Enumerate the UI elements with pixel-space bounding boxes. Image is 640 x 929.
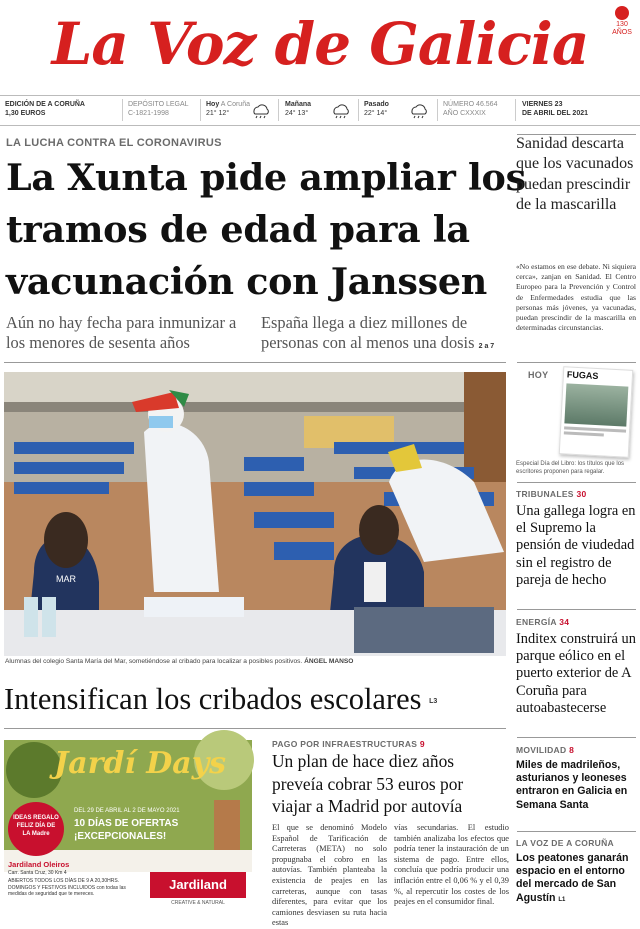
- issue-year: AÑO CXXXIX: [443, 110, 486, 117]
- anniversary-text: 130 AÑOS: [612, 21, 632, 36]
- tomorrow-label: Mañana: [285, 101, 312, 108]
- infra-kicker: PAGO POR INFRAESTRUCTURAS: [272, 739, 418, 749]
- brief-headline: Miles de madrileños, asturianos y leoneses entraron en Galicia en Semana Santa: [516, 759, 628, 811]
- photo-credit: ÁNGEL MANSO: [304, 658, 354, 665]
- divider: [517, 831, 636, 832]
- brief-page: 30: [576, 489, 587, 499]
- magazine-cover[interactable]: [559, 366, 634, 458]
- jardiland-ad[interactable]: [4, 740, 252, 916]
- infra-headline-line: preveía cobrar 53 euros por: [272, 773, 464, 794]
- lead-kicker: LA LUCHA CONTRA EL CORONAVIRUS: [6, 137, 222, 149]
- deck-pages: 2 a 7: [478, 343, 495, 350]
- brief-headline: Una gallega logra en el Supremo la pensión de viudedad sin el registro de pareja de hecho: [516, 503, 636, 588]
- second-headline[interactable]: [4, 681, 509, 720]
- divider: [278, 99, 279, 121]
- photo-caption: [5, 658, 510, 665]
- brief-movilidad[interactable]: [516, 745, 636, 812]
- date-rest: DE ABRIL DEL 2021: [522, 110, 589, 117]
- tomorrow-temp: 24° 13°: [285, 110, 309, 117]
- brief-kicker: LA VOZ DE A CORUÑA: [516, 838, 614, 848]
- infra-headline-line: viajar a Madrid por autovía: [272, 796, 463, 816]
- ad-offer-1: 10 DÍAS DE OFERTAS: [74, 818, 179, 829]
- legal-number: C-1821-1998: [128, 110, 169, 117]
- infra-body-col1: El que se denominó Modelo Español de Tarificación de Carreteras (META) no solo propugnaba el cobro en las autovías. También planteaba la existencia de peajes en las carreteras, aunque con tasas diferentes, para evitar que los camiones desviasen su ruta hacia estas: [272, 823, 387, 928]
- divider: [200, 99, 201, 121]
- divider: [517, 482, 636, 483]
- hoy-label: HOY: [528, 370, 549, 380]
- vaccination-scene-image: [4, 372, 506, 656]
- ad-logo-sub: CREATIVE & NATURAL: [171, 900, 225, 906]
- ad-store: Jardiland Oleiros: [8, 860, 70, 869]
- magazine-text-line: [564, 431, 604, 436]
- brief-kicker: MOVILIDAD: [516, 745, 567, 755]
- divider: [437, 99, 438, 121]
- infra-page: 9: [419, 739, 425, 749]
- divider: [517, 609, 636, 610]
- magazine-image: [564, 383, 628, 426]
- ad-hours: ABIERTOS TODOS LOS DÍAS DE 9 A 20,30HRS. DOMINGOS Y FESTIVOS INCLUIDOS con todas las medidas de seguridad que te mereces.: [8, 878, 126, 897]
- brief-kicker: ENERGÍA: [516, 617, 557, 627]
- brief-coruna[interactable]: [516, 838, 636, 907]
- deck-line: personas con al menos una dosis: [261, 333, 475, 352]
- price-label: 1,30 EUROS: [5, 110, 46, 117]
- brief-headline: Inditex construirá un parque eólico en el puerto exterior de A Coruña para autoabastecerse: [516, 631, 636, 716]
- weather-tomorrow: [285, 100, 311, 118]
- second-page: L3: [429, 698, 438, 705]
- edition-label: EDICIÓN DE A CORUÑA: [5, 101, 85, 108]
- ad-logo: Jardiland: [150, 872, 246, 898]
- divider: [517, 362, 636, 363]
- today-temp: 21° 12°: [206, 110, 230, 117]
- brief-tribunales[interactable]: [516, 489, 636, 589]
- infra-kicker-line: [272, 739, 425, 749]
- edition-block: [5, 100, 85, 118]
- info-strip: [0, 96, 640, 126]
- issue-number: NÚMERO 46.564: [443, 101, 498, 108]
- ad-badge: IDEAS REGALO FELIZ DÍA DE LA Madre: [8, 802, 64, 856]
- lead-photo: [4, 372, 506, 656]
- brief-page: 34: [559, 617, 570, 627]
- brief-page: 8: [569, 745, 575, 755]
- date-block: [522, 100, 588, 118]
- weather-today: [206, 100, 250, 118]
- cloud-rain-icon: [250, 101, 272, 119]
- legal-label: DEPÓSITO LEGAL: [128, 101, 189, 108]
- lead-headline-line: tramos de edad para la: [6, 208, 470, 251]
- today-place: A Coruña: [220, 101, 250, 108]
- cloud-rain-icon: [330, 101, 352, 119]
- deck-line: Aún no hay fecha para inmunizar a: [6, 313, 237, 332]
- divider: [4, 362, 506, 363]
- divider: [122, 99, 123, 121]
- sidebar-text: «No estamos en ese debate. Ni siquiera cerca», zanjan en Sanidad. El Centro Europeo para la Prevención y Control de Enfermedades estudia que las personas más jóvenes, ya vacunadas, puedan prescindir de la mascarilla en determinadas circunstancias.: [516, 262, 636, 333]
- brief-energia[interactable]: [516, 617, 636, 717]
- shirt-text: MAR: [56, 574, 76, 584]
- newspaper-title: La Voz de Galicia: [51, 10, 589, 78]
- lead-headline-line: vacunación con Janssen: [6, 260, 488, 303]
- infra-body-col2: vías secundarias. El estudio también analizaba los efectos que podría tener la instauración de un sistema de pago. Entre ellos, concluía que podría producir una inflación entre el 0,06 % y el 0,39 %, al repercutir los costes de los peajes en el consumidor final.: [394, 823, 509, 907]
- caption-text: Alumnas del colegio Santa María del Mar, sometiéndose al cribado para localizar a posibles positivos.: [5, 658, 303, 665]
- deck-line: los menores de sesenta años: [6, 333, 190, 352]
- weather-after: [364, 100, 389, 118]
- brief-headline: Los peatones ganarán espacio en el entorno del mercado de San Agustín: [516, 852, 629, 904]
- infra-headline-line: Un plan de hace diez años: [272, 751, 455, 771]
- divider: [358, 99, 359, 121]
- legal-block: [128, 100, 189, 118]
- divider: [517, 737, 636, 738]
- brief-kicker: TRIBUNALES: [516, 489, 574, 499]
- ad-store-detail: Carr. Santa Cruz, 30 Km 4: [8, 870, 67, 876]
- magazine-title: FUGAS: [566, 369, 599, 382]
- issue-block: [443, 100, 497, 118]
- sidebar-headline[interactable]: Sanidad descarta que los vacunados puedan prescindir de la mascarilla: [516, 135, 634, 214]
- hoy-caption: Especial Día del Libro: los títulos que los escritores proponen para regalar.: [516, 461, 625, 475]
- infra-headline[interactable]: [272, 750, 508, 818]
- flower-icon: [615, 6, 629, 20]
- cloud-rain-icon: [408, 101, 430, 119]
- ad-dates: DEL 29 DE ABRIL AL 2 DE MAYO 2021: [74, 808, 180, 814]
- after-label: Pasado: [364, 101, 389, 108]
- lead-headline[interactable]: [6, 152, 526, 308]
- divider: [515, 99, 516, 121]
- lead-deck-left: [6, 313, 256, 353]
- deck-line: España llega a diez millones de: [261, 313, 468, 332]
- second-headline-text: Intensifican los cribados escolares: [4, 682, 422, 716]
- date-day: VIERNES 23: [522, 101, 563, 108]
- masthead: [0, 0, 640, 96]
- lead-deck-right: [261, 313, 511, 357]
- divider: [4, 728, 506, 729]
- today-label: Hoy: [206, 101, 220, 108]
- after-temp: 22° 14°: [364, 110, 388, 117]
- ad-offer-2: ¡EXCEPCIONALES!: [74, 831, 167, 842]
- anniversary-logo: [612, 6, 632, 37]
- ad-brand-script: Jardí Days: [54, 746, 227, 781]
- brief-page: L1: [558, 896, 566, 903]
- lead-headline-line: La Xunta pide ampliar los: [6, 156, 526, 199]
